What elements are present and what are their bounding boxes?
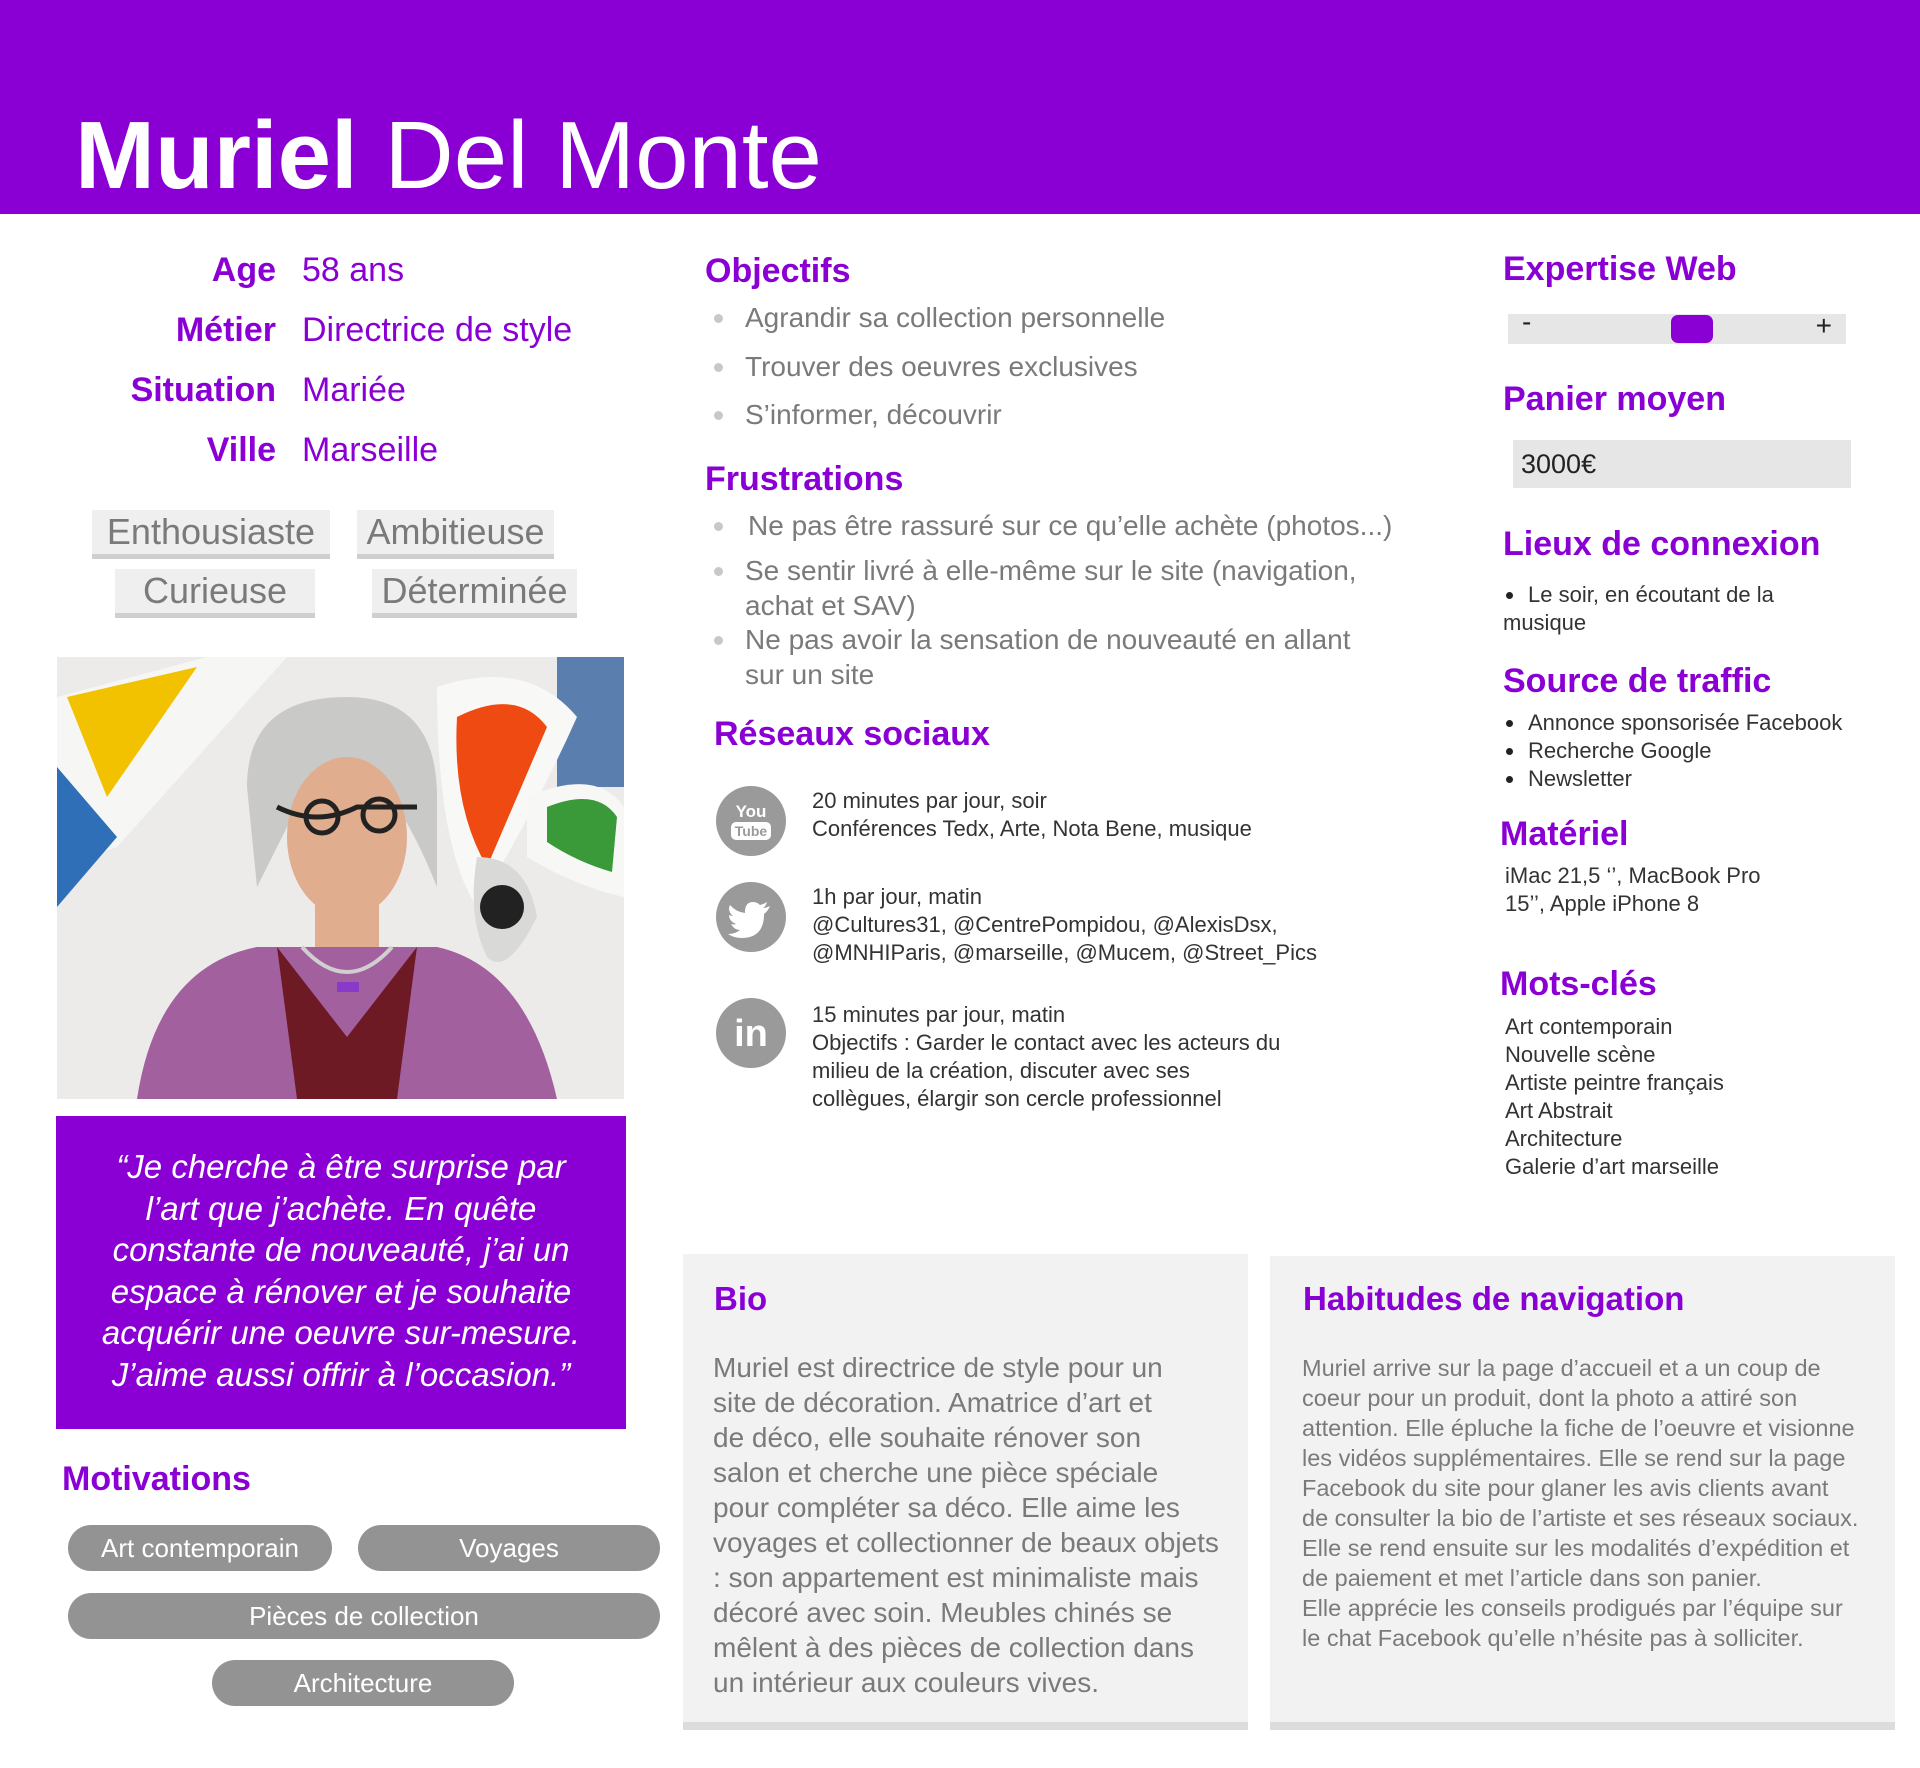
bullet-icon xyxy=(714,314,723,323)
expertise-title: Expertise Web xyxy=(1503,250,1737,288)
info-label: Ville xyxy=(206,431,276,469)
frustration-item-continued: achat et SAV) xyxy=(745,590,916,621)
twitter-icon xyxy=(716,882,786,952)
first-name: Muriel xyxy=(75,102,358,209)
motivation-pill: Voyages xyxy=(358,1525,660,1571)
info-value: 58 ans xyxy=(302,251,405,289)
motivation-pill: Architecture xyxy=(212,1660,514,1706)
keyword: Artiste peintre français xyxy=(1505,1070,1724,1095)
twitter-usage: 1h par jour, matin @Cultures31, @CentrePompidou, @AlexisDsx, @MNHIParis, @marseille, @Mucem, @Street_Pics xyxy=(812,884,1317,965)
persona-name xyxy=(75,102,822,209)
info-value: Directrice de style xyxy=(302,311,573,349)
keyword: Art contemporain xyxy=(1505,1014,1673,1039)
habitudes-card xyxy=(1270,1256,1895,1730)
mots-cles-title: Mots-clés xyxy=(1500,965,1657,1003)
minus-icon: - xyxy=(1522,306,1532,337)
expertise-slider xyxy=(1508,306,1846,344)
bio-text: Muriel est directrice de style pour un site de décoration. Amatrice d’art et de déco, elle souhaite rénover son salon et cherche une pièce spéciale pour compléter sa déco. Elle aime les voyages et collectionner de beaux objets : son appartement est minimaliste mais décoré avec soin. Meubles chinés se mêlent à des pièces de collection dans un intérieur aux couleurs vives. xyxy=(713,1352,1219,1698)
last-name: Del Monte xyxy=(384,102,822,209)
materiel-title: Matériel xyxy=(1500,815,1629,853)
svg-text:You: You xyxy=(735,802,767,821)
frustration-item: Ne pas avoir la sensation de nouveauté en allant xyxy=(745,622,1351,657)
svg-text:in: in xyxy=(734,1013,768,1055)
source-item: Recherche Google xyxy=(1503,737,1842,765)
source-item: Newsletter xyxy=(1503,765,1842,793)
header-banner xyxy=(0,0,1920,214)
trait-tag: Enthousiaste xyxy=(92,510,330,559)
motivation-pill: Pièces de collection xyxy=(68,1593,660,1639)
keyword: Galerie d’art marseille xyxy=(1505,1154,1719,1179)
bio-card xyxy=(683,1254,1248,1730)
persona-quote: “Je cherche à être surprise par l’art que j’achète. En quête constante de nouveauté, j’ai un espace à rénover et je souhaite acquérir une oeuvre sur-mesure. J’aime aussi offrir à l’occasion.” xyxy=(56,1116,626,1429)
frustration-item: Se sentir livré à elle-même sur le site (navigation, xyxy=(745,553,1357,588)
linkedin-icon xyxy=(716,998,786,1068)
objectif-item: Trouver des oeuvres exclusives xyxy=(745,349,1138,384)
frustration-item-continued: sur un site xyxy=(745,659,875,690)
bullet-icon xyxy=(714,636,723,645)
bio-title: Bio xyxy=(714,1280,768,1317)
frustration-item: Ne pas être rassuré sur ce qu’elle achète (photos...) xyxy=(748,508,1392,543)
objectifs-title: Objectifs xyxy=(705,252,851,290)
bullet-icon xyxy=(714,567,723,576)
trait-tag: Ambitieuse xyxy=(357,510,554,559)
keyword: Architecture xyxy=(1505,1126,1623,1151)
info-label: Age xyxy=(211,251,276,289)
habitudes-text: Muriel arrive sur la page d’accueil et a un coup de coeur pour un produit, dont la photo a attiré son attention. Elle épluche la fiche de l’oeuvre et visionne les vidéos supplémentaires. Elle se rend sur la page Facebook du site pour glaner les avis clients avant de consulter la bio de l’artiste et ses réseaux sociaux. Elle se rend ensuite sur les modalités d’expédition et de paiement et met l’article dans son panier. Elle apprécie les conseils prodigués par l’équipe sur le chat Facebook qu’elle n’hésite pas à solliciter. xyxy=(1302,1355,1859,1651)
info-value: Marseille xyxy=(302,431,439,469)
youtube-icon xyxy=(716,786,786,856)
info-label: Métier xyxy=(175,311,276,349)
linkedin-usage: 15 minutes par jour, matin Objectifs : Garder le contact avec les acteurs du milieu de la création, discuter avec ses collègues, élargir son cercle professionnel xyxy=(812,1002,1281,1111)
motivations-title: Motivations xyxy=(62,1460,251,1498)
youtube-usage: 20 minutes par jour, soir Conférences Tedx, Arte, Nota Bene, musique xyxy=(812,788,1252,841)
keyword: Nouvelle scène xyxy=(1505,1042,1656,1067)
slider-thumb xyxy=(1671,315,1713,343)
objectif-item: Agrandir sa collection personnelle xyxy=(745,300,1165,335)
motivation-pill: Art contemporain xyxy=(68,1525,332,1571)
trait-tag: Curieuse xyxy=(115,569,315,618)
bullet-icon xyxy=(714,363,723,372)
panier-value: 3000€ xyxy=(1513,440,1851,488)
reseaux-title: Réseaux sociaux xyxy=(714,715,990,753)
source-title: Source de traffic xyxy=(1503,662,1772,700)
info-label: Situation xyxy=(130,371,276,409)
habitudes-title: Habitudes de navigation xyxy=(1303,1280,1685,1317)
objectif-item: S’informer, découvrir xyxy=(745,397,1002,432)
frustrations-title: Frustrations xyxy=(705,460,904,498)
lieux-list: Le soir, en écoutant de la musique xyxy=(1503,582,1774,635)
panier-title: Panier moyen xyxy=(1503,380,1726,418)
bullet-icon xyxy=(714,522,723,531)
lieux-title: Lieux de connexion xyxy=(1503,525,1821,563)
info-value: Mariée xyxy=(302,371,406,409)
persona-photo xyxy=(57,657,624,1099)
keyword: Art Abstrait xyxy=(1505,1098,1613,1123)
source-list xyxy=(1503,709,1842,793)
svg-text:Tube: Tube xyxy=(734,823,768,839)
trait-tag: Déterminée xyxy=(372,569,577,618)
source-item: Annonce sponsorisée Facebook xyxy=(1503,709,1842,737)
bullet-icon xyxy=(714,411,723,420)
plus-icon: + xyxy=(1815,310,1832,341)
mots-cles-list xyxy=(1505,1013,1724,1181)
materiel-text: iMac 21,5 ‘’, MacBook Pro 15’’, Apple iPhone 8 xyxy=(1505,863,1761,916)
